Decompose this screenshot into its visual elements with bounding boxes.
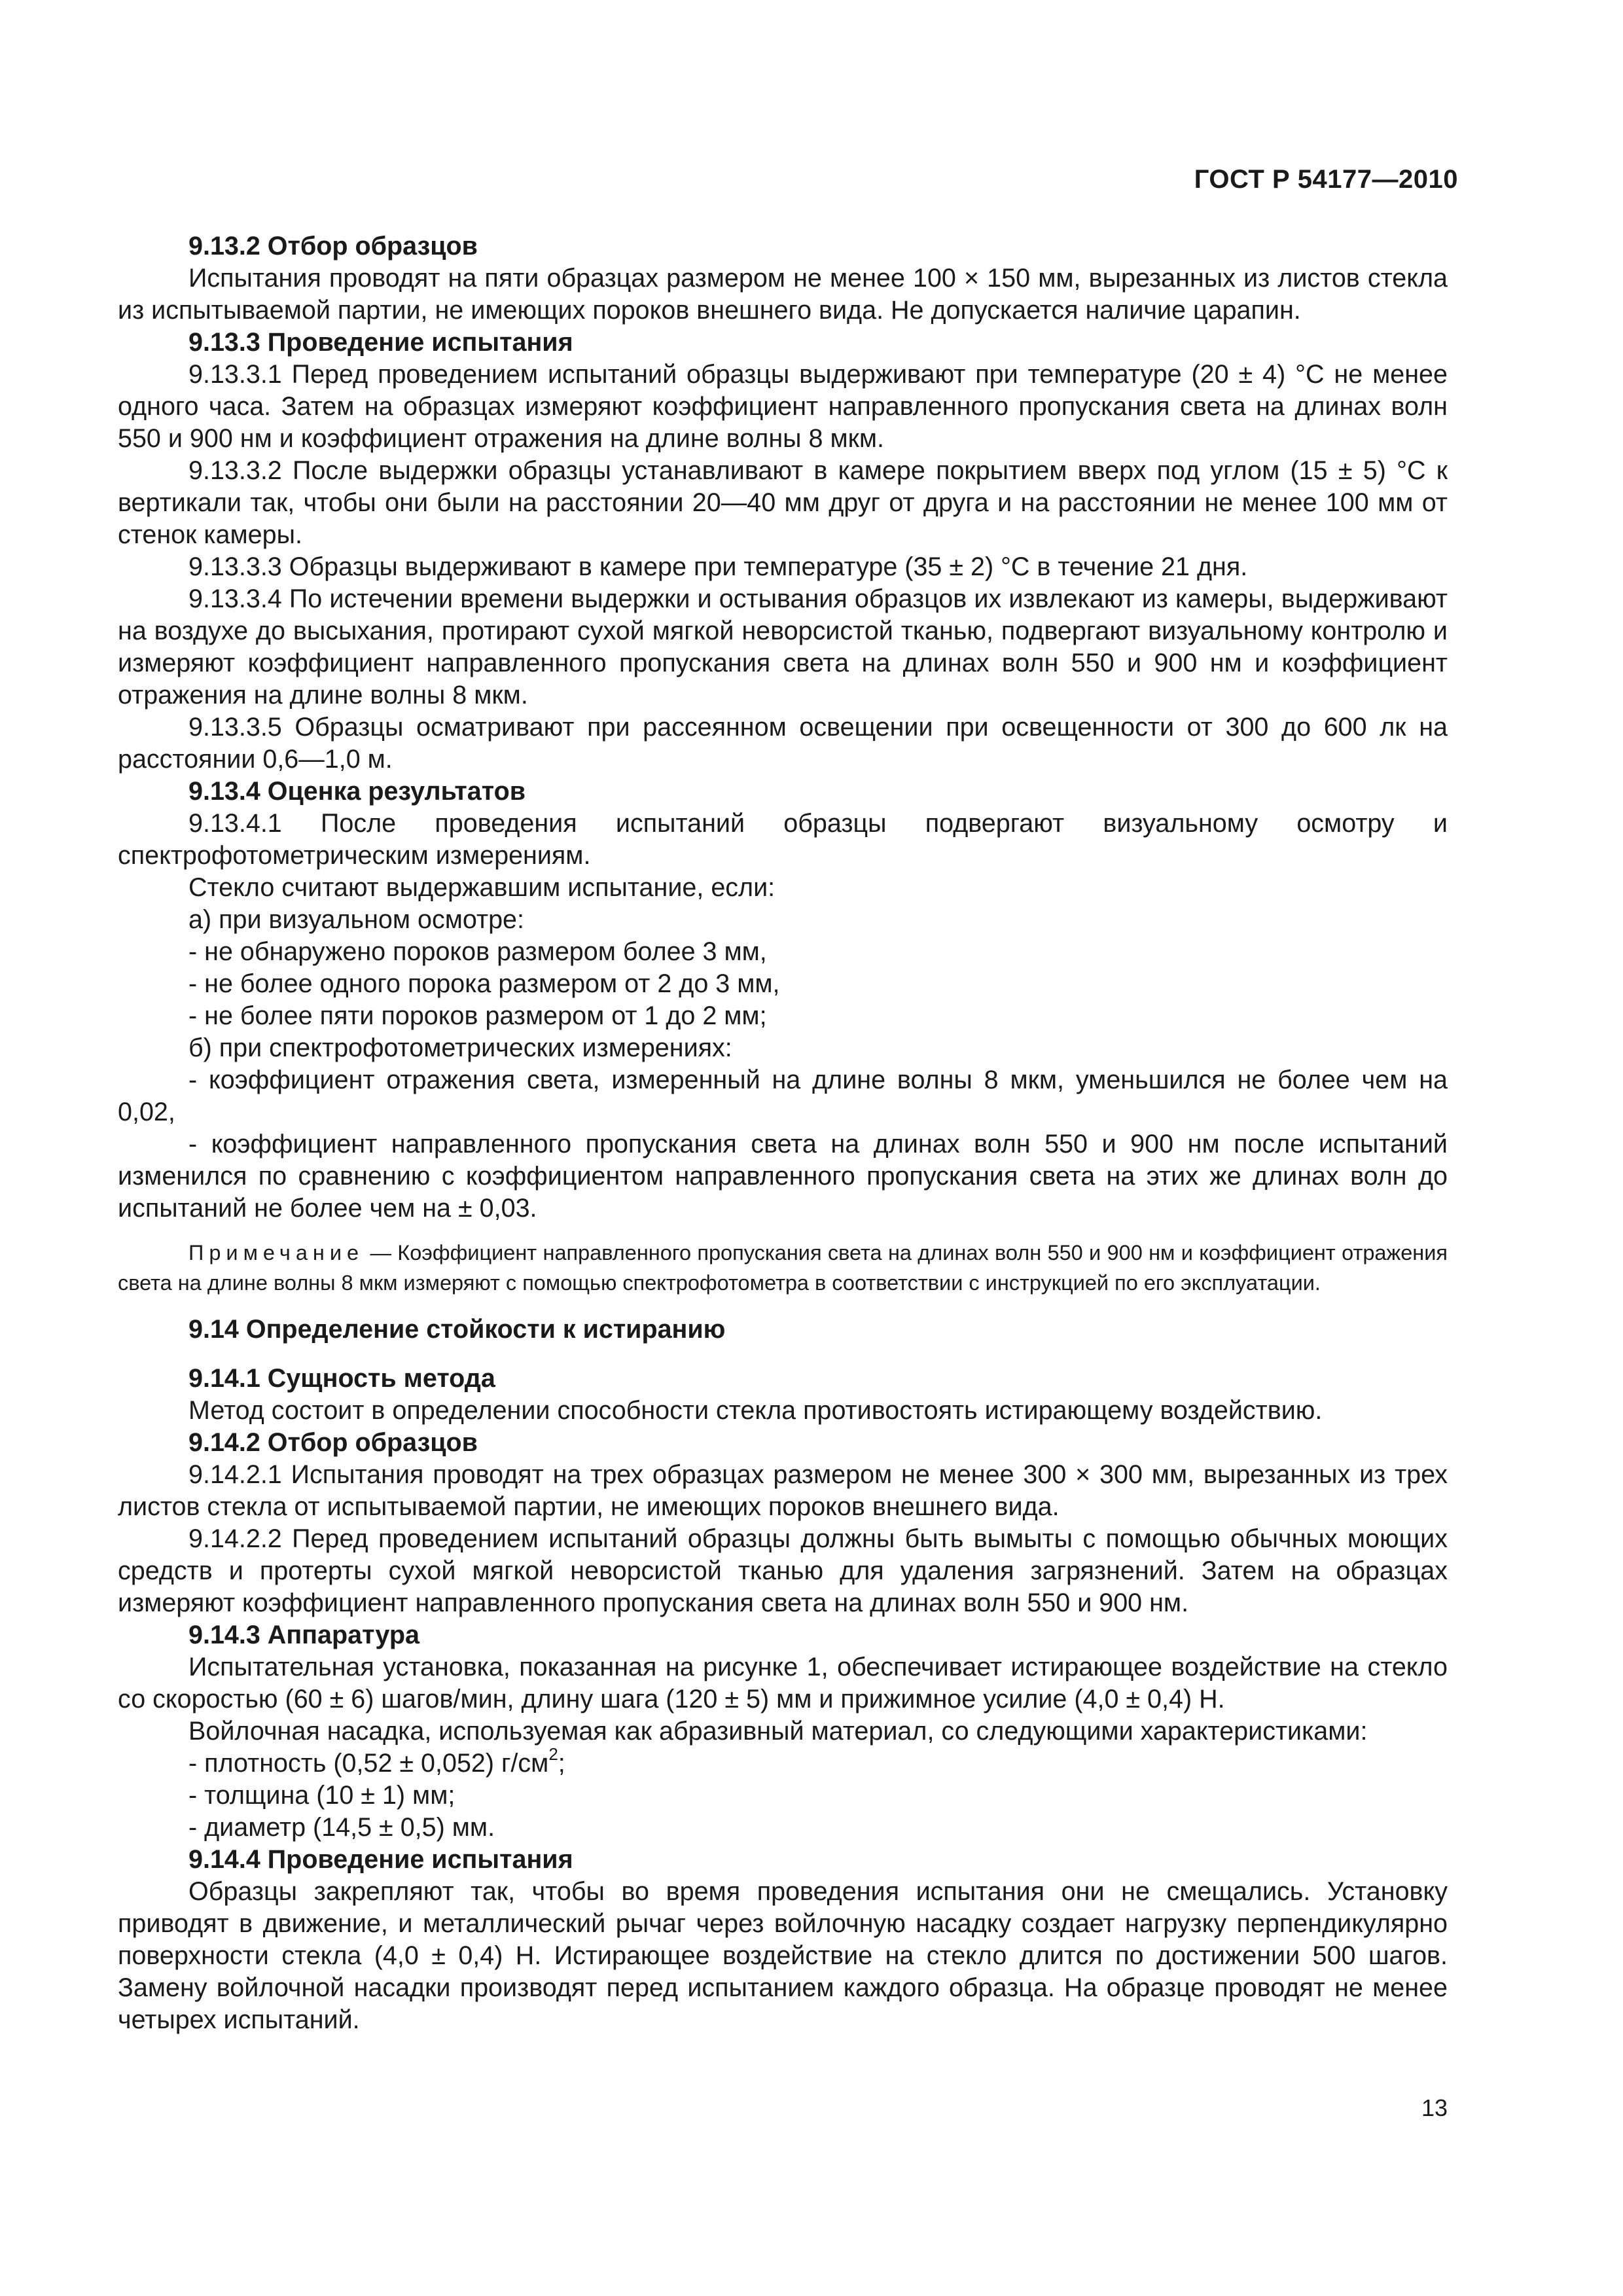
- paragraph: Стекло считают выдержавшим испытание, если:: [188, 873, 776, 902]
- list-item: - не более одного порока размером от 2 до 3 мм,: [188, 969, 780, 998]
- heading-9-13-4: 9.13.4 Оценка результатов: [188, 777, 526, 806]
- paragraph: Метод состоит в определении способности стекла противостоять истирающему воздействию.: [188, 1396, 1323, 1425]
- paragraph: Испытания проводят на пяти образцах размером не менее 100 × 150 мм, вырезанных из листов стекла из испытываемой партии, не имеющих пороков внешнего вида. Не допускается наличие царапин.: [118, 264, 1448, 325]
- list-item: - коэффициент направленного пропускания света на длинах волн 550 и 900 нм после испытаний изменился по сравнению с коэффициентом направленного пропускания света на этих же длинах волн до испытаний не более чем на ± 0,03.: [118, 1130, 1448, 1223]
- density-end: ;: [558, 1749, 565, 1778]
- paragraph: 9.13.3.4 По истечении времени выдержки и остывания образцов их извлекают из камеры, выдерживают на воздухе до высыхания, протирают сухой мягкой неворсистой тканью, подвергают визуальному контролю и измеряют коэффициент направленного пропускания света на длинах волн 550 и 900 нм и коэффициент отражения на длине волны 8 мкм.: [118, 584, 1448, 709]
- paragraph: 9.14.2.1 Испытания проводят на трех образцах размером не менее 300 × 300 мм, вырезанных из трех листов стекла от испытываемой партии, не имеющих пороков внешнего вида.: [118, 1460, 1448, 1521]
- list-item: - не более пяти пороков размером от 1 до 2 мм;: [188, 1001, 767, 1030]
- heading-9-13-3: 9.13.3 Проведение испытания: [188, 328, 573, 357]
- note-text: — Коэффициент направленного пропускания света на длинах волн 550 и 900 нм и коэффициент отражения света на длине волны 8 мкм измеряют с помощью спектрофотометра в соответствии с инструкцией по его эксплуатации.: [118, 1241, 1448, 1295]
- paragraph: Войлочная насадка, используемая как абразивный материал, со следующими характеристиками:: [188, 1717, 1368, 1746]
- page-number: 13: [1421, 2094, 1448, 2121]
- paragraph: 9.14.2.2 Перед проведением испытаний образцы должны быть вымыты с помощью обычных моющих средств и протерты сухой мягкой неворсистой тканью для удаления загрязнений. Затем на образцах измеряют коэффициент направленного пропускания света на длинах волн 550 и 900 нм.: [118, 1524, 1448, 1617]
- heading-9-14-3: 9.14.3 Аппаратура: [188, 1621, 419, 1649]
- list-item: - не обнаружено пороков размером более 3 мм,: [188, 937, 767, 966]
- note-paragraph: [118, 1238, 1448, 1298]
- paragraph: 9.13.4.1 После проведения испытаний образцы подвергают визуальному осмотру и спектрофотометрическим измерениям.: [118, 809, 1448, 870]
- paragraph: 9.13.3.5 Образцы осматривают при рассеянном освещении при освещенности от 300 до 600 лк на расстоянии 0,6—1,0 м.: [118, 713, 1448, 774]
- heading-9-14-4: 9.14.4 Проведение испытания: [188, 1845, 573, 1874]
- note-label: Примечание: [188, 1241, 365, 1265]
- superscript: 2: [548, 1744, 558, 1764]
- list-item: б) при спектрофотометрических измерениях:: [188, 1033, 732, 1062]
- list-item: [118, 1744, 1448, 1780]
- paragraph: Образцы закрепляют так, чтобы во время проведения испытания они не смещались. Установку приводят в движение, и металлический рычаг через войлочную насадку создает нагрузку перпендикулярно поверхности стекла (4,0 ± 0,4) Н. Истирающее воздействие на стекло длится по достижении 500 шагов. Замену войлочной насадки производят перед испытанием каждого образца. На образце проводят не менее четырех испытаний.: [118, 1877, 1448, 2034]
- heading-9-14-1: 9.14.1 Сущность метода: [188, 1364, 495, 1393]
- document-body: [118, 230, 1448, 2036]
- paragraph: 9.13.3.2 После выдержки образцы устанавливают в камере покрытием вверх под углом (15 ± 5) °С к вертикали так, чтобы они были на расстоянии 20—40 мм друг от друга и на расстоянии не менее 100 мм от стенок камеры.: [118, 456, 1448, 549]
- paragraph: Испытательная установка, показанная на рисунке 1, обеспечивает истирающее воздействие на стекло со скоростью (60 ± 6) шагов/мин, длину шага (120 ± 5) мм и прижимное усилие (4,0 ± 0,4) Н.: [118, 1653, 1448, 1713]
- heading-9-14: 9.14 Определение стойкости к истиранию: [188, 1315, 726, 1344]
- heading-9-13-2: 9.13.2 Отбор образцов: [188, 232, 478, 260]
- paragraph: 9.13.3.3 Образцы выдерживают в камере при температуре (35 ± 2) °С в течение 21 дня.: [188, 552, 1248, 581]
- density-text: - плотность (0,52 ± 0,052) г/см: [188, 1749, 549, 1778]
- document-header: ГОСТ Р 54177—2010: [1194, 165, 1458, 194]
- list-item: - коэффициент отражения света, измеренный на длине волны 8 мкм, уменьшился не более чем на 0,02,: [118, 1066, 1448, 1126]
- heading-9-14-2: 9.14.2 Отбор образцов: [188, 1428, 478, 1457]
- paragraph: 9.13.3.1 Перед проведением испытаний образцы выдерживают при температуре (20 ± 4) °С не менее одного часа. Затем на образцах измеряют коэффициент направленного пропускания света на длинах волн 550 и 900 нм и коэффициент отражения на длине волны 8 мкм.: [118, 360, 1448, 453]
- list-item: - толщина (10 ± 1) мм;: [188, 1781, 455, 1810]
- list-item: - диаметр (14,5 ± 0,5) мм.: [188, 1813, 495, 1842]
- list-item: а) при визуальном осмотре:: [188, 905, 524, 934]
